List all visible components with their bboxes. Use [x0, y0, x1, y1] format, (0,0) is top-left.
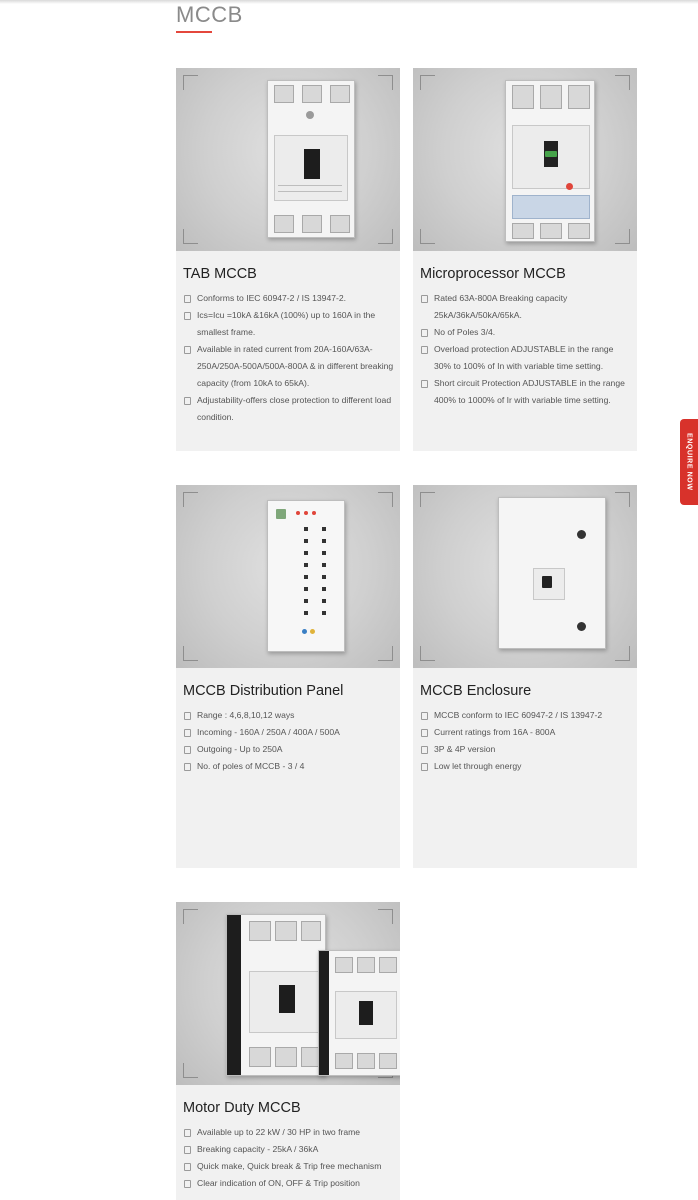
- bullet-icon: [184, 1180, 191, 1188]
- bullet-icon: [421, 712, 428, 720]
- list-item: [183, 392, 395, 426]
- feature-text: Quick make, Quick break & Trip free mechanism: [197, 1161, 382, 1171]
- bullet-icon: [421, 763, 428, 771]
- product-card-microprocessor-mccb[interactable]: [413, 68, 637, 451]
- corner-mark: [378, 75, 393, 90]
- feature-text: Incoming - 160A / 250A / 400A / 500A: [197, 727, 340, 737]
- product-title: MCCB Enclosure: [420, 683, 532, 699]
- product-image-motor-duty-mccb[interactable]: [176, 902, 400, 1085]
- bullet-icon: [184, 729, 191, 737]
- list-item: [420, 741, 632, 758]
- corner-mark: [183, 1063, 198, 1078]
- corner-mark: [420, 75, 435, 90]
- feature-text: Range : 4,6,8,10,12 ways: [197, 710, 295, 720]
- list-item: [420, 758, 632, 775]
- distribution-panel-illustration: [267, 500, 345, 652]
- bullet-icon: [184, 712, 191, 720]
- bullet-icon: [184, 1129, 191, 1137]
- motor-duty-large-breaker-illustration: [226, 914, 326, 1076]
- bullet-icon: [421, 329, 428, 337]
- feature-text: Adjustability-offers close protection to different load condition.: [197, 395, 392, 422]
- product-card-motor-duty-mccb[interactable]: [176, 902, 400, 1200]
- corner-mark: [183, 75, 198, 90]
- corner-mark: [183, 229, 198, 244]
- feature-text: Available in rated current from 20A-160A/63A-250A/250A-500A/500A-800A & in different breaking capacity (from 10kA to 65kA).: [197, 344, 394, 388]
- list-item: [183, 341, 395, 392]
- feature-list: [420, 707, 632, 775]
- feature-text: Breaking capacity - 25kA / 36kA: [197, 1144, 319, 1154]
- product-title: Microprocessor MCCB: [420, 266, 566, 282]
- feature-list: [183, 290, 395, 426]
- product-title: Motor Duty MCCB: [183, 1100, 301, 1116]
- bullet-icon: [421, 746, 428, 754]
- list-item: [183, 290, 395, 307]
- corner-mark: [420, 492, 435, 507]
- feature-text: Current ratings from 16A - 800A: [434, 727, 556, 737]
- product-image-tab-mccb[interactable]: [176, 68, 400, 251]
- top-shadow: [0, 0, 698, 4]
- list-item: [183, 1141, 395, 1158]
- list-item: [183, 707, 395, 724]
- list-item: [183, 758, 395, 775]
- bullet-icon: [421, 346, 428, 354]
- product-image-microprocessor-mccb[interactable]: [413, 68, 637, 251]
- list-item: [183, 741, 395, 758]
- bullet-icon: [184, 1146, 191, 1154]
- corner-mark: [183, 646, 198, 661]
- corner-mark: [420, 646, 435, 661]
- list-item: [420, 290, 632, 324]
- list-item: [420, 707, 632, 724]
- list-item: [420, 341, 632, 375]
- bullet-icon: [184, 763, 191, 771]
- feature-list: [183, 1124, 395, 1192]
- corner-mark: [615, 75, 630, 90]
- product-card-mccb-distribution-panel[interactable]: [176, 485, 400, 868]
- product-image-distribution-panel[interactable]: [176, 485, 400, 668]
- title-underline: [176, 31, 212, 33]
- list-item: [420, 375, 632, 409]
- feature-text: Low let through energy: [434, 761, 522, 771]
- tab-mccb-breaker-illustration: [267, 80, 355, 238]
- feature-text: Available up to 22 kW / 30 HP in two frame: [197, 1127, 361, 1137]
- list-item: [420, 724, 632, 741]
- product-image-mccb-enclosure[interactable]: [413, 485, 637, 668]
- feature-text: Short circuit Protection ADJUSTABLE in the range 400% to 1000% of Ir with variable time setting.: [434, 378, 625, 405]
- feature-text: Outgoing - Up to 250A: [197, 744, 283, 754]
- mccb-enclosure-illustration: [498, 497, 606, 649]
- corner-mark: [378, 492, 393, 507]
- corner-mark: [378, 646, 393, 661]
- product-title: MCCB Distribution Panel: [183, 683, 344, 699]
- product-title: TAB MCCB: [183, 266, 257, 282]
- corner-mark: [615, 229, 630, 244]
- microprocessor-mccb-illustration: [505, 80, 595, 242]
- bullet-icon: [184, 346, 191, 354]
- bullet-icon: [184, 746, 191, 754]
- enquire-now-button[interactable]: [680, 419, 698, 505]
- bullet-icon: [421, 729, 428, 737]
- feature-text: Clear indication of ON, OFF & Trip position: [197, 1178, 360, 1188]
- feature-text: Overload protection ADJUSTABLE in the range 30% to 100% of In with variable time setting.: [434, 344, 614, 371]
- list-item: [420, 324, 632, 341]
- corner-mark: [183, 492, 198, 507]
- bullet-icon: [184, 397, 191, 405]
- list-item: [183, 1158, 395, 1175]
- list-item: [183, 1175, 395, 1192]
- feature-text: Rated 63A-800A Breaking capacity 25kA/36kA/50kA/65kA.: [434, 293, 568, 320]
- bullet-icon: [421, 380, 428, 388]
- enquire-now-label: ENQUIRE NOW: [685, 433, 693, 491]
- feature-text: No. of poles of MCCB - 3 / 4: [197, 761, 305, 771]
- bullet-icon: [184, 312, 191, 320]
- feature-list: [183, 707, 395, 775]
- corner-mark: [183, 909, 198, 924]
- bullet-icon: [184, 1163, 191, 1171]
- corner-mark: [420, 229, 435, 244]
- page-title: MCCB: [176, 2, 243, 27]
- feature-list: [420, 290, 632, 409]
- corner-mark: [615, 646, 630, 661]
- product-card-tab-mccb[interactable]: [176, 68, 400, 451]
- list-item: [183, 724, 395, 741]
- feature-text: Conforms to IEC 60947-2 / IS 13947-2.: [197, 293, 347, 303]
- motor-duty-small-breaker-illustration: [318, 950, 400, 1076]
- product-card-mccb-enclosure[interactable]: [413, 485, 637, 868]
- feature-text: 3P & 4P version: [434, 744, 496, 754]
- list-item: [183, 1124, 395, 1141]
- feature-text: MCCB conform to IEC 60947-2 / IS 13947-2: [434, 710, 603, 720]
- bullet-icon: [184, 295, 191, 303]
- corner-mark: [615, 492, 630, 507]
- list-item: [183, 307, 395, 341]
- bullet-icon: [421, 295, 428, 303]
- feature-text: Ics=Icu =10kA &16kA (100%) up to 160A in the smallest frame.: [197, 310, 376, 337]
- corner-mark: [378, 229, 393, 244]
- feature-text: No of Poles 3/4.: [434, 327, 496, 337]
- corner-mark: [378, 909, 393, 924]
